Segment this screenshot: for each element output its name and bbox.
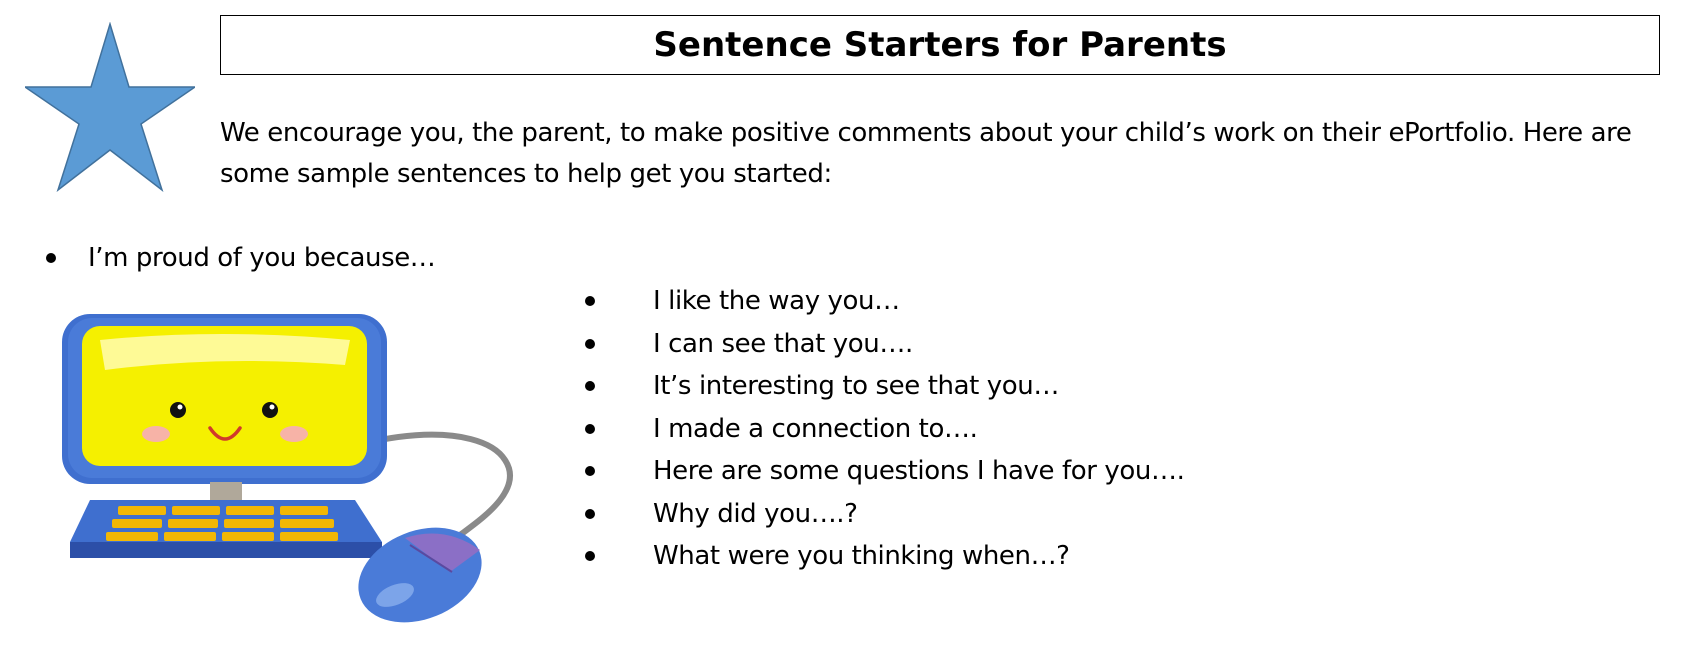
- page-title-text: Sentence Starters for Parents: [653, 25, 1227, 65]
- list-item: [585, 280, 1184, 323]
- list-item-text: I like the way you…: [653, 286, 900, 317]
- bullet-icon: [585, 466, 595, 476]
- sentence-starter-list: [585, 280, 1184, 578]
- list-item: [585, 323, 1184, 366]
- bullet-icon: [585, 551, 595, 561]
- computer-clipart: [60, 310, 540, 630]
- list-item-text: I made a connection to….: [653, 413, 978, 444]
- list-item-text: It’s interesting to see that you…: [653, 371, 1059, 402]
- page-title: [220, 15, 1660, 75]
- bullet-icon: [585, 509, 595, 519]
- star-icon: [25, 22, 195, 192]
- list-item-text: Here are some questions I have for you….: [653, 456, 1185, 487]
- list-item-text: I can see that you….: [653, 328, 913, 359]
- list-item-text: What were you thinking when…?: [653, 541, 1070, 572]
- list-item-text: I’m proud of you because…: [88, 243, 436, 273]
- list-item: [585, 493, 1184, 536]
- bullet-icon: [46, 253, 56, 263]
- list-item: [585, 535, 1184, 578]
- list-item: [585, 408, 1184, 451]
- list-item: [585, 450, 1184, 493]
- intro-paragraph: We encourage you, the parent, to make positive comments about your child’s work on their ePortfolio. Here are some sample sentences to help get you started:: [220, 118, 1632, 189]
- bullet-icon: [585, 339, 595, 349]
- list-item-text: Why did you….?: [653, 498, 858, 529]
- list-item-proud: [40, 238, 435, 278]
- bullet-icon: [585, 296, 595, 306]
- list-item: [585, 365, 1184, 408]
- bullet-icon: [585, 424, 595, 434]
- bullet-icon: [585, 381, 595, 391]
